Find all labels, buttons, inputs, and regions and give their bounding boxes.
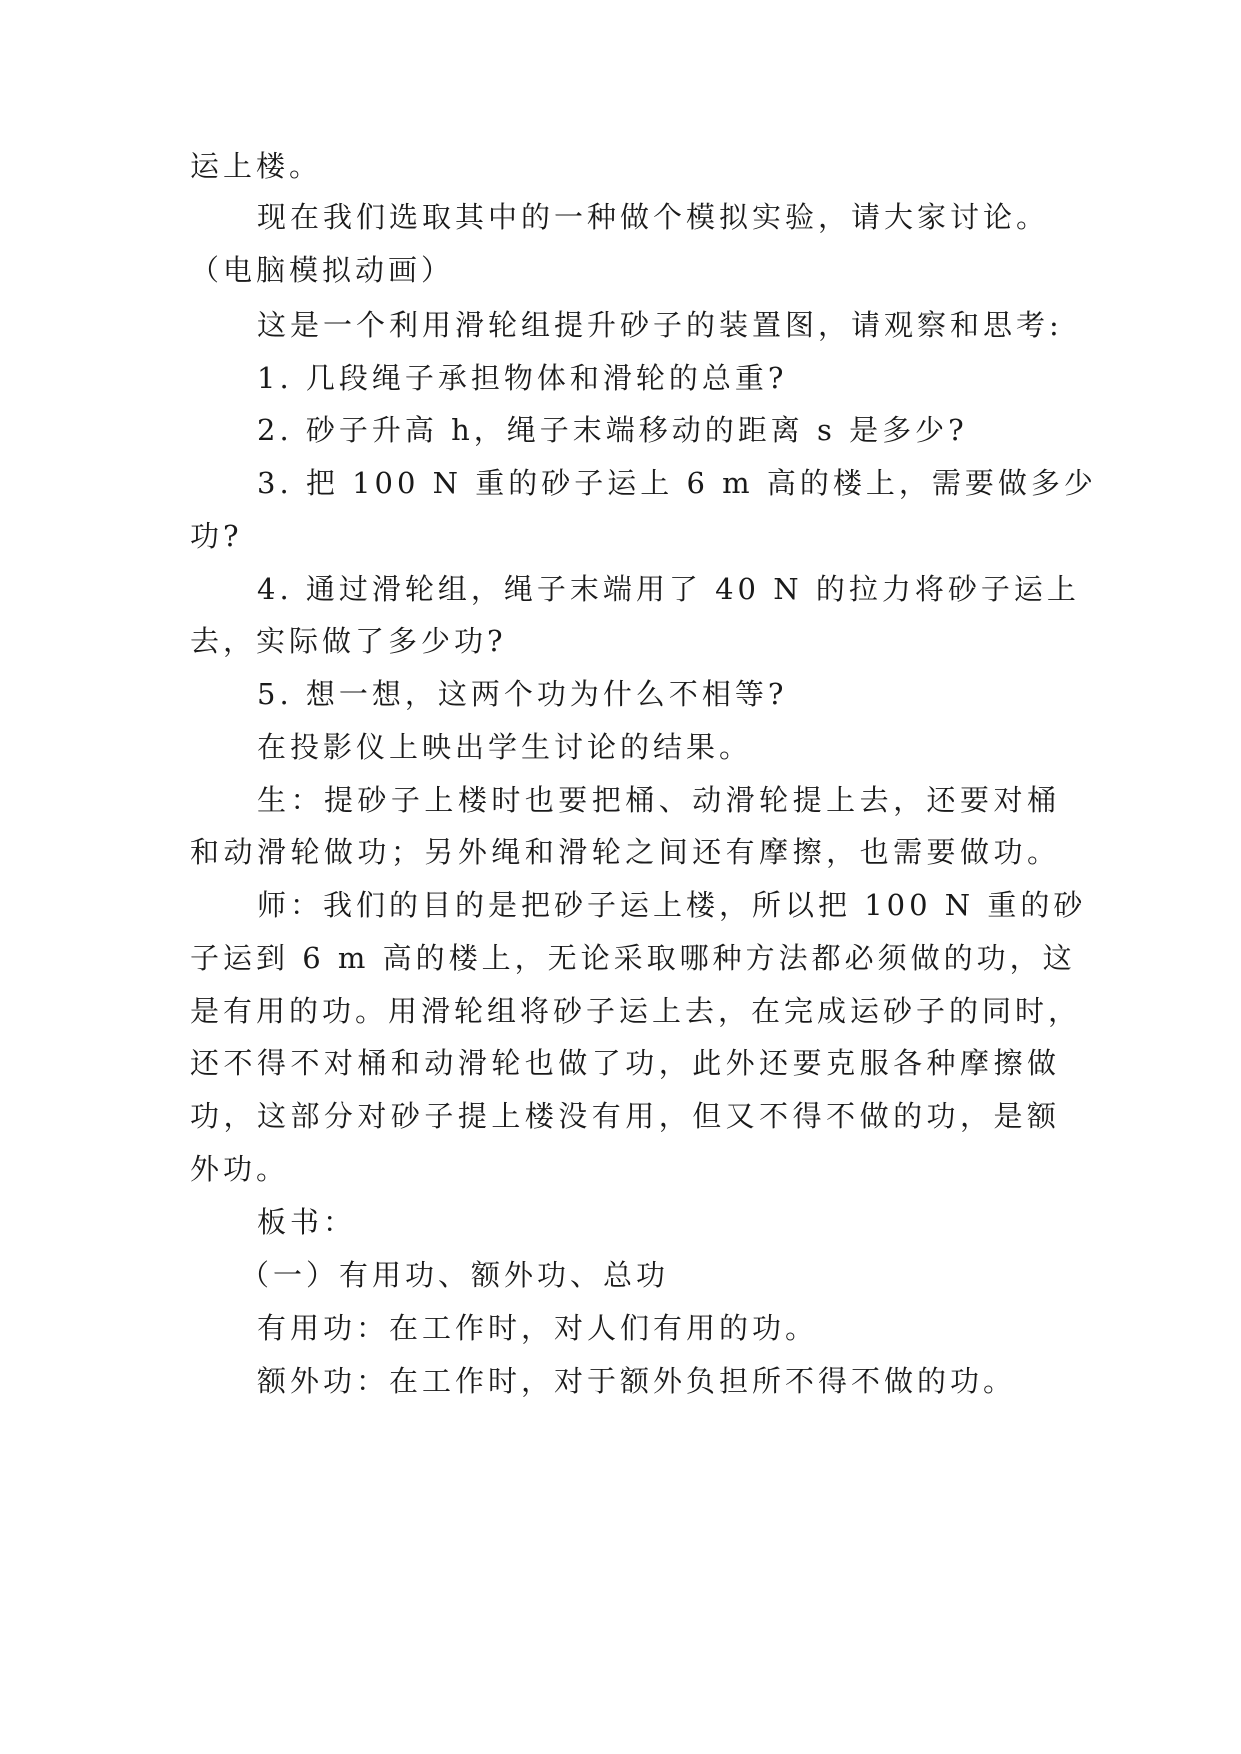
text-line: 和动滑轮做功；另外绳和滑轮之间还有摩擦，也需要做功。 [190,835,1060,869]
text-line: 3. 把 100 N 重的砂子运上 6 m 高的楼上，需要做多少 [257,466,1097,500]
text-line: 外功。 [190,1152,290,1186]
text-line: 师：我们的目的是把砂子运上楼，所以把 100 N 重的砂 [257,888,1087,922]
text-line: 去，实际做了多少功? [190,624,507,658]
text-line: 板书： [257,1205,357,1239]
text-line: 额外功：在工作时，对于额外负担所不得不做的功。 [257,1364,1017,1398]
text-line: 有用功：在工作时，对人们有用的功。 [257,1311,819,1345]
text-line: 子运到 6 m 高的楼上，无论采取哪种方法都必须做的功，这 [190,941,1076,975]
text-line: 还不得不对桶和动滑轮也做了功，此外还要克服各种摩擦做 [190,1046,1060,1080]
text-line: 运上楼。 [190,149,323,183]
text-line: 生：提砂子上楼时也要把桶、动滑轮提上去，还要对桶 [257,783,1060,817]
text-line: 功，这部分对砂子提上楼没有用，但又不得不做的功，是额 [190,1099,1060,1133]
text-line: 2. 砂子升高 h，绳子末端移动的距离 s 是多少? [257,413,968,447]
text-line: 这是一个利用滑轮组提升砂子的装置图，请观察和思考: [257,308,1063,342]
text-line: 4. 通过滑轮组，绳子末端用了 40 N 的拉力将砂子运上 [257,572,1080,606]
text-line: 1. 几段绳子承担物体和滑轮的总重? [257,361,788,395]
text-line: 5. 想一想，这两个功为什么不相等? [257,677,788,711]
text-line: （电脑模拟动画） [190,253,455,287]
text-line: 现在我们选取其中的一种做个模拟实验，请大家讨论。 [257,200,1050,234]
text-line: 是有用的功。用滑轮组将砂子运上去，在完成运砂子的同时， [190,994,1082,1028]
text-line: 在投影仪上映出学生讨论的结果。 [257,730,753,764]
text-line: 功? [190,519,243,553]
text-line: （一）有用功、额外功、总功 [240,1258,670,1292]
